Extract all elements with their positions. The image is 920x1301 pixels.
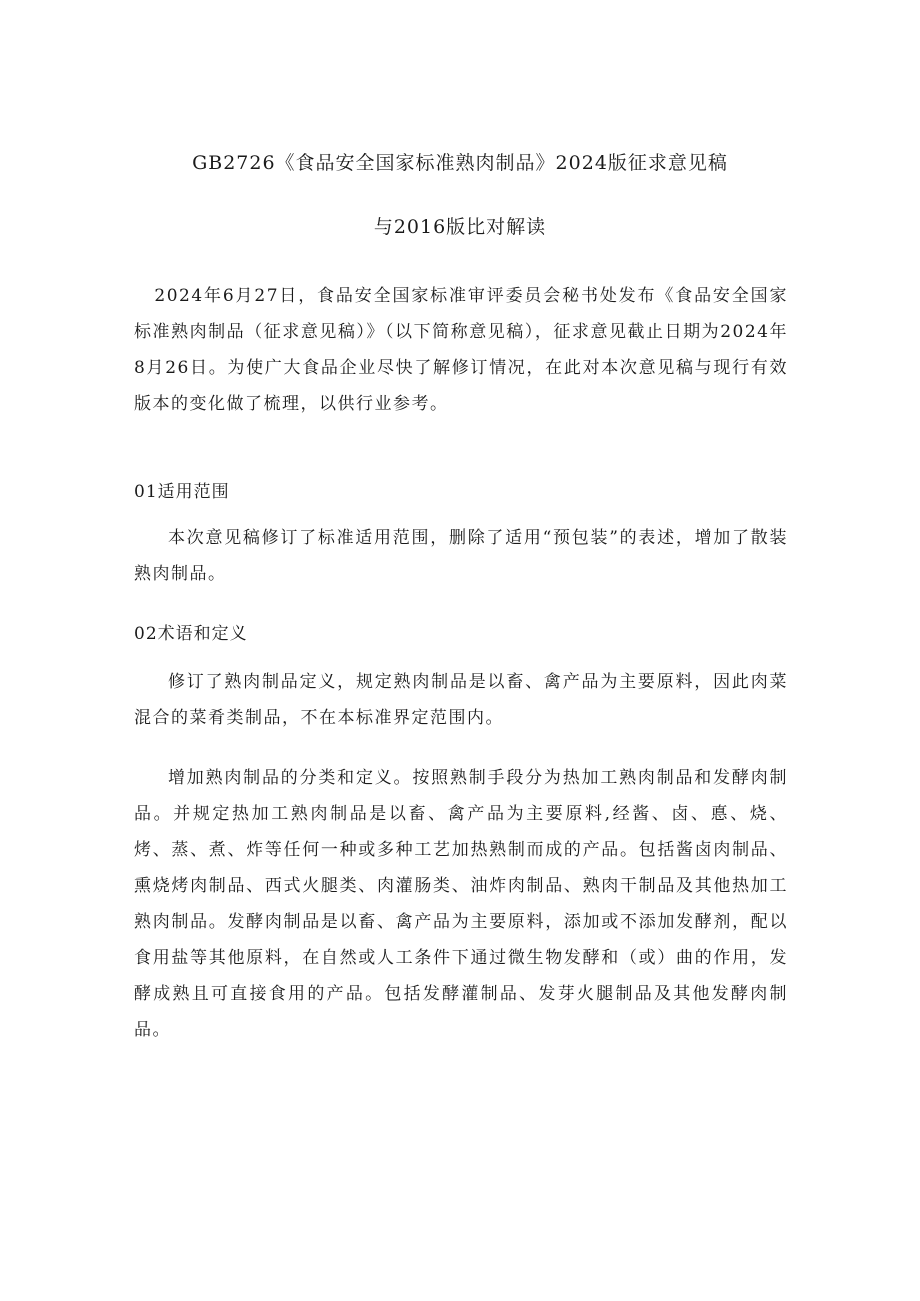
terms-paragraph-definition: 修订了熟肉制品定义，规定熟肉制品是以畜、禽产品为主要原料，因此肉菜混合的菜肴类制品，不在本标准界定范围内。 [134,672,788,728]
section-heading-terms: 02术语和定义 [134,624,248,644]
intro-paragraph: 2024年6月27日，食品安全国家标准审评委员会秘书处发布《食品安全国家标准熟肉制品（征求意见稿）》（以下简称意见稿），征求意见截止日期为2024年8月26日。为使广大食品企业尽快了解修订情况，在此对本次意见稿与现行有效版本的变化做了梳理，以供行业参考。 [134,286,788,414]
document-title-line-1: GB2726《食品安全国家标准熟肉制品》2024版征求意见稿 [192,152,728,174]
terms-paragraph-classification: 增加熟肉制品的分类和定义。按照熟制手段分为热加工熟肉制品和发酵肉制品。并规定热加工熟肉制品是以畜、禽产品为主要原料,经酱、卤、悳、烧、烤、蒸、煮、炸等任何一种或多种工艺加热熟制而成的产品。包括酱卤肉制品、熏烧烤肉制品、西式火腿类、肉灌肠类、油炸肉制品、熟肉干制品及其他热加工熟肉制品。发酵肉制品是以畜、禽产品为主要原料，添加或不添加发酵剂，配以食用盐等其他原料，在自然或人工条件下通过微生物发酵和（或）曲的作用，发酵成熟且可直接食用的产品。包括发酵灌制品、发芽火腿制品及其他发酵肉制品。 [134,768,788,1040]
section-heading-scope: 01适用范围 [134,482,230,502]
scope-paragraph: 本次意见稿修订了标准适用范围，删除了适用“预包装”的表述，增加了散装熟肉制品。 [134,528,788,584]
document-title-line-2: 与2016版比对解读 [373,216,547,238]
